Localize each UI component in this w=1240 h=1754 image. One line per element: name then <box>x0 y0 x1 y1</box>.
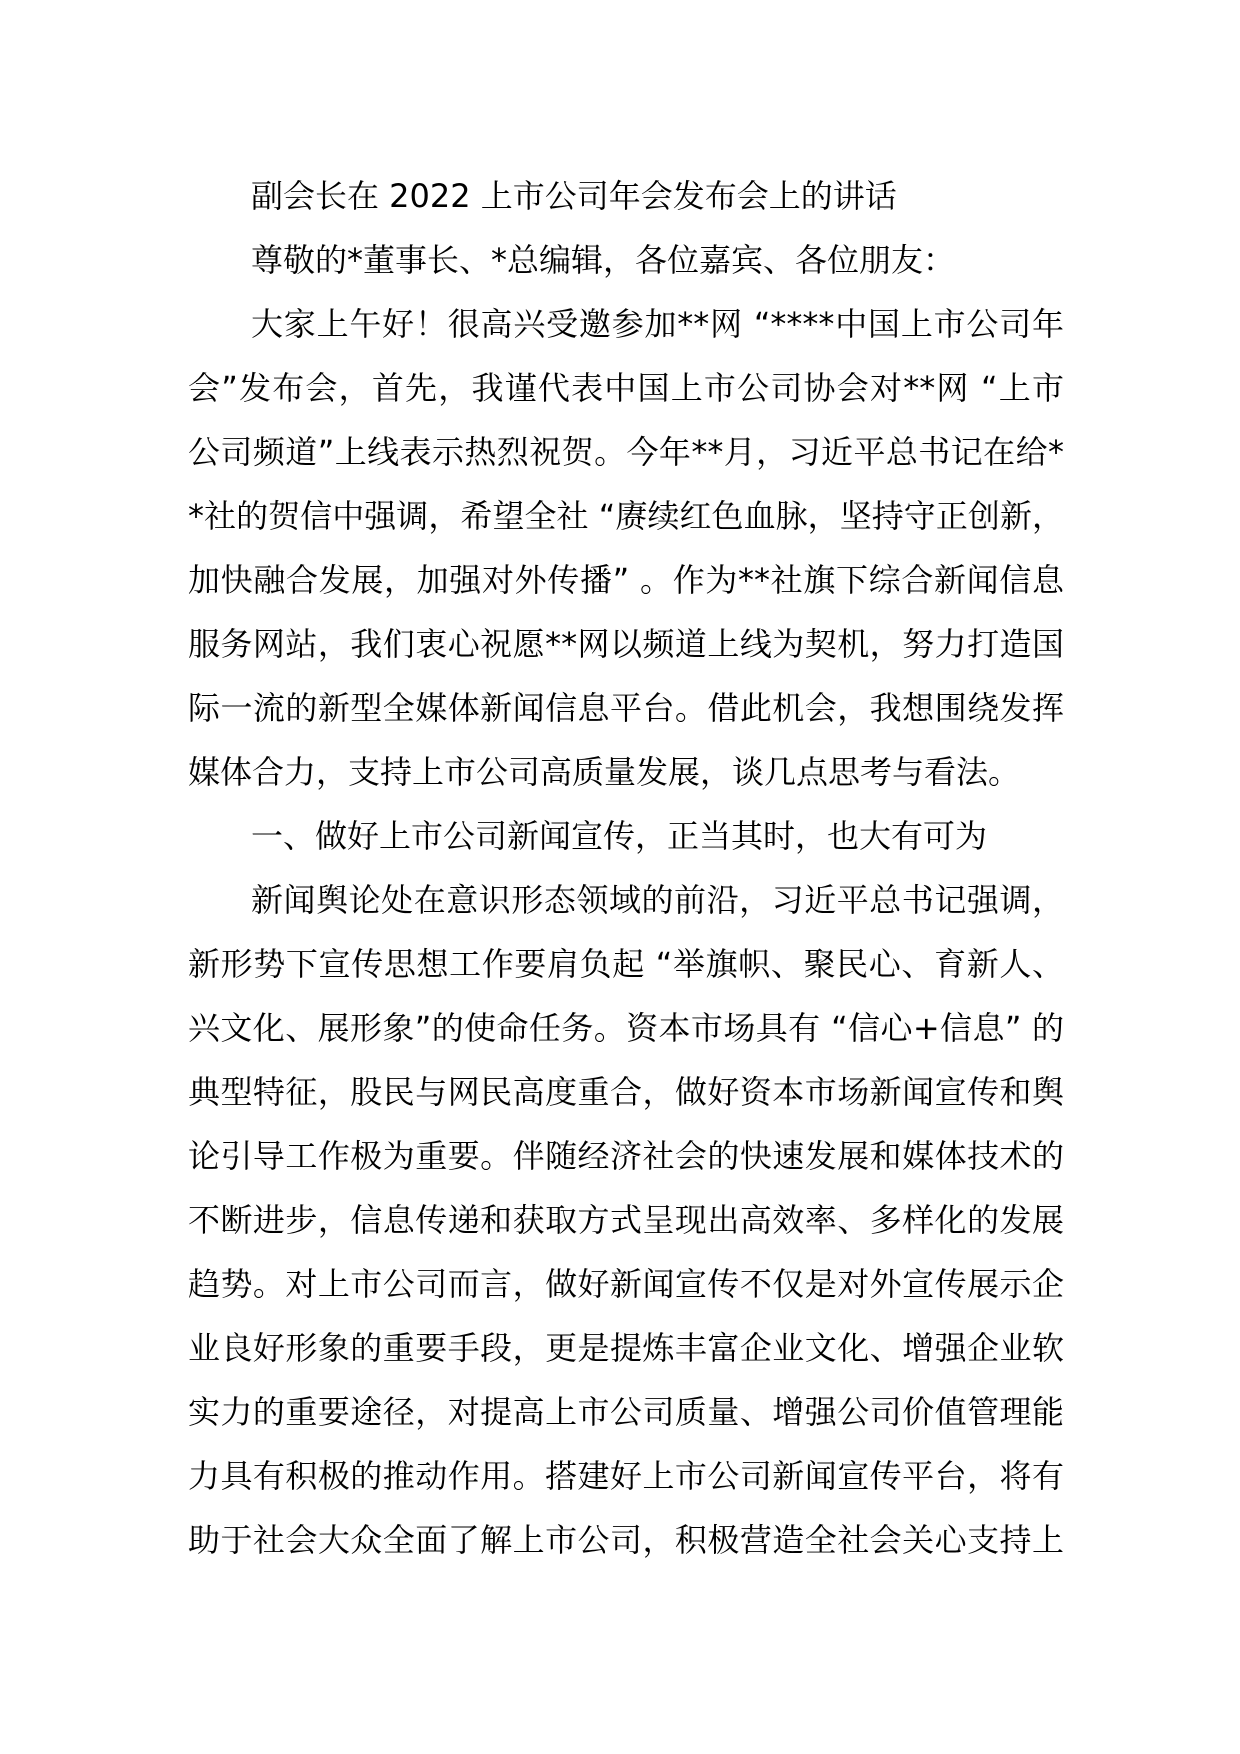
paragraph-line: 典型特征，股民与网民高度重合，做好资本市场新闻宣传和舆 <box>188 1073 1064 1111</box>
paragraph-line: 趋势。对上市公司而言，做好新闻宣传不仅是对外宣传展示企 <box>188 1265 1064 1303</box>
paragraph-line: 际一流的新型全媒体新闻信息平台。借此机会，我想围绕发挥 <box>188 689 1064 727</box>
paragraph-line: 公司频道”上线表示热烈祝贺。今年**月，习近平总书记在给* <box>188 433 1064 471</box>
paragraph-line: 服务网站，我们衷心祝愿**网以频道上线为契机，努力打造国 <box>188 625 1064 663</box>
paragraph-line: 兴文化、展形象”的使命任务。资本市场具有 “信心+信息” 的 <box>188 1009 1064 1047</box>
paragraph-line: 新形势下宣传思想工作要肩负起 “举旗帜、聚民心、育新人、 <box>188 945 1064 983</box>
section-heading: 一、做好上市公司新闻宣传，正当其时，也大有可为 <box>251 817 988 855</box>
paragraph-line: 加快融合发展，加强对外传播” 。作为**社旗下综合新闻信息 <box>188 561 1064 599</box>
paragraph-line: 会”发布会，首先，我谨代表中国上市公司协会对**网 “上市 <box>188 369 1064 407</box>
paragraph-line: 力具有积极的推动作用。搭建好上市公司新闻宣传平台，将有 <box>188 1457 1064 1495</box>
paragraph-line: *社的贺信中强调，希望全社 “赓续红色血脉，坚持守正创新， <box>188 497 1064 535</box>
salutation: 尊敬的*董事长、*总编辑，各位嘉宾、各位朋友： <box>251 241 956 279</box>
paragraph-line: 助于社会大众全面了解上市公司，积极营造全社会关心支持上 <box>188 1521 1064 1559</box>
paragraph-line: 新闻舆论处在意识形态领域的前沿，习近平总书记强调， <box>251 881 1064 919</box>
paragraph-line: 业良好形象的重要手段，更是提炼丰富企业文化、增强企业软 <box>188 1329 1064 1367</box>
speech-title: 副会长在 2022 上市公司年会发布会上的讲话 <box>251 177 897 215</box>
document-body <box>188 164 1064 1572</box>
paragraph-line: 媒体合力，支持上市公司高质量发展，谈几点思考与看法。 <box>188 753 1021 791</box>
paragraph-line: 论引导工作极为重要。伴随经济社会的快速发展和媒体技术的 <box>188 1137 1064 1175</box>
paragraph-line: 不断进步，信息传递和获取方式呈现出高效率、多样化的发展 <box>188 1201 1064 1239</box>
paragraph-line: 大家上午好！很高兴受邀参加**网 “****中国上市公司年 <box>251 305 1064 343</box>
paragraph-line: 实力的重要途径，对提高上市公司质量、增强公司价值管理能 <box>188 1393 1064 1431</box>
